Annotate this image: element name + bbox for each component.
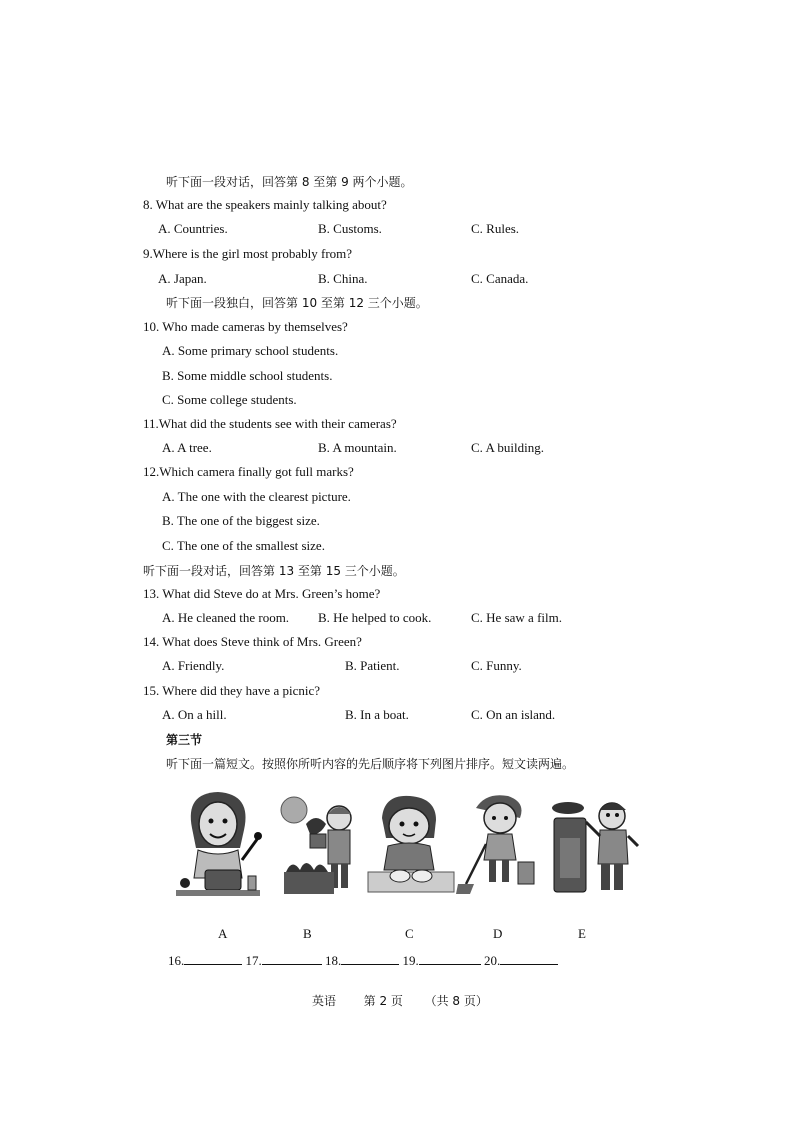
- picture-e-boy-throwing-rubbish: [546, 788, 641, 903]
- picture-a-woman-cooking: [170, 788, 265, 903]
- q10-option-c: C. Some college students.: [162, 392, 297, 407]
- q8-option-b: B. Customs.: [318, 221, 382, 236]
- answer-number-16: 16.: [168, 953, 185, 968]
- picture-label-e: E: [578, 926, 586, 941]
- picture-b-child-with-plants: [276, 788, 371, 903]
- picture-label-b: B: [303, 926, 312, 941]
- q12-option-c: C. The one of the smallest size.: [162, 538, 325, 553]
- question-9: 9.Where is the girl most probably from?: [143, 246, 353, 261]
- answer-blank-17[interactable]: [262, 952, 322, 965]
- q13-option-a: A. He cleaned the room.: [162, 610, 290, 625]
- q15-option-b: B. In a boat.: [345, 707, 409, 722]
- instruction-dialog-13-15: 听下面一段对话，回答第 13 至第 15 三个小题。: [143, 564, 405, 578]
- answer-blank-20[interactable]: [500, 952, 558, 965]
- q9-option-a: A. Japan.: [158, 271, 207, 286]
- q9-option-b: B. China.: [318, 271, 368, 286]
- picture-label-a: A: [218, 926, 228, 941]
- q11-option-a: A. A tree.: [162, 440, 212, 455]
- footer-total: （共 8 页）: [424, 994, 488, 1008]
- q12-option-b: B. The one of the biggest size.: [162, 513, 320, 528]
- q9-option-c: C. Canada.: [471, 271, 529, 286]
- picture-c-girl-washing: [364, 788, 459, 903]
- q15-option-a: A. On a hill.: [162, 707, 227, 722]
- q10-option-b: B. Some middle school students.: [162, 368, 333, 383]
- answer-row: [168, 952, 558, 969]
- q14-option-b: B. Patient.: [345, 658, 400, 673]
- question-13: 13. What did Steve do at Mrs. Green’s home?: [143, 586, 381, 601]
- q13-option-c: C. He saw a film.: [471, 610, 562, 625]
- question-15: 15. Where did they have a picnic?: [143, 683, 320, 698]
- q15-option-c: C. On an island.: [471, 707, 556, 722]
- page-footer: [312, 992, 488, 1009]
- picture-label-d: D: [493, 926, 503, 941]
- answer-blank-16[interactable]: [184, 952, 242, 965]
- answer-number-17: 17.: [245, 953, 262, 968]
- instruction-monologue-10-12: 听下面一段独白，回答第 10 至第 12 三个小题。: [166, 296, 428, 310]
- q8-option-a: A. Countries.: [158, 221, 228, 236]
- question-11: 11.What did the students see with their cameras?: [143, 416, 397, 431]
- question-12: 12.Which camera finally got full marks?: [143, 464, 354, 479]
- q13-option-b: B. He helped to cook.: [318, 610, 432, 625]
- q11-option-c: C. A building.: [471, 440, 544, 455]
- answer-number-19: 19.: [402, 953, 419, 968]
- picture-label-c: C: [405, 926, 414, 941]
- instruction-dialog-8-9: 听下面一段对话，回答第 8 至第 9 两个小题。: [166, 175, 413, 189]
- answer-number-18: 18.: [325, 953, 342, 968]
- answer-blank-19[interactable]: [419, 952, 481, 965]
- answer-number-20: 20.: [484, 953, 501, 968]
- answer-blank-18[interactable]: [341, 952, 399, 965]
- question-14: 14. What does Steve think of Mrs. Green?: [143, 634, 362, 649]
- q10-option-a: A. Some primary school students.: [162, 343, 339, 358]
- q12-option-a: A. The one with the clearest picture.: [162, 489, 351, 504]
- section3-instruction: 听下面一篇短文。按照你所听内容的先后顺序将下列图片排序。短文读两遍。: [166, 757, 575, 771]
- section3-title: 第三节: [166, 733, 203, 747]
- q14-option-a: A. Friendly.: [162, 658, 225, 673]
- question-8: 8. What are the speakers mainly talking about?: [143, 197, 387, 212]
- q8-option-c: C. Rules.: [471, 221, 520, 236]
- footer-page: 第 2 页: [363, 994, 403, 1008]
- footer-subject: 英语: [312, 994, 337, 1008]
- picture-d-girl-sweeping: [456, 788, 551, 903]
- q14-option-c: C. Funny.: [471, 658, 522, 673]
- question-10: 10. Who made cameras by themselves?: [143, 319, 348, 334]
- q11-option-b: B. A mountain.: [318, 440, 397, 455]
